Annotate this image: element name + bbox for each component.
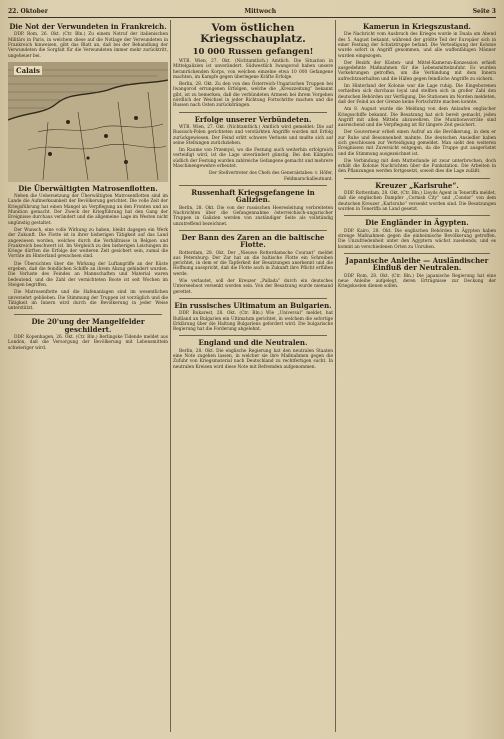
column-divider xyxy=(335,20,336,732)
section-divider xyxy=(344,178,490,179)
column-middle xyxy=(173,20,333,734)
article-text: Rotterdam, 28. Okt. Der „Nieuwe Rotterdamsche Courant“ meldet aus Petersburg: Der Zar hat an die baltische Flotte ein Schreiben gerichtet, in dem er die Tapferkeit der Besatzungen anerkennt und die Hoffnung ausspricht, daß die Flotte auch in Zukunft ihre Pflicht erfüllen werde. xyxy=(173,250,333,277)
section-divider xyxy=(179,335,327,336)
map-illustration xyxy=(8,62,168,182)
article-signature: Der Stellvertreter des Chefs des Generalstabes: v. Höfer, Feldmarschalleutnant. xyxy=(208,171,333,182)
map-label-calais: Calais xyxy=(16,65,40,75)
section-divider xyxy=(179,185,327,186)
article-text: Die Nachricht vom Ausbruch des Krieges wurde in Duala am Abend des 5. August bekannt, während der größte Teil der Europäer sich in einer Festung der Schutztruppe befand. Die Verteidigung der Kolonie wurde sofort in Angriff genommen, und alle waffenfähigen Männer wurden eingezogen. xyxy=(338,32,496,59)
headline: Japanische Anleihe — Ausländischer Einfluß der Neutralen. xyxy=(345,255,489,273)
article-text: Die Übersichten über die Wirkung der Luftangriffe an der Küste ergeben, daß die feindlichen Schiffe an ihrem Abzug gehindert wurden. Die Verluste des Feindes an Mannschaften und Material waren bedeutend, und die Zahl der vernichteten Boote ist seit Wochen im Steigen begriffen. xyxy=(8,261,168,288)
article-text: DDP. Kairo, 28. Okt. Die englischen Behörden in Ägypten haben strenge Maßnahmen gegen die einheimische Bevölkerung getroffen. Die Unzufriedenheit unter den Ägyptern wächst zusehends, und es kommt an verschiedenen Orten zu Unruhen. xyxy=(338,228,496,250)
main-subheadline: 10 000 Russen gefangen! xyxy=(192,47,314,58)
headline: England und die Neutralen. xyxy=(198,338,308,348)
headline: Kamerun in Kriegszustand. xyxy=(363,22,471,31)
headline: Die Engländer in Ägypten. xyxy=(365,218,469,228)
header-page-number: Seite 3 xyxy=(472,7,496,15)
article-text: DDP. Rom, 28. Okt. (Ctr. Bln.) Die japanische Regierung hat eine neue Anleihe aufgelegt, deren Erträgnisse zur Deckung der Kriegskosten dienen sollen. xyxy=(338,273,496,290)
section-divider xyxy=(14,314,162,315)
article-text: DDP. Kopenhagen, 26. Okt. (Ctr. Bln.) Berlingske Tidende meldet aus London, daß die Versorgung der Bevölkerung mit Lebensmitteln schwieriger wird. xyxy=(8,335,168,351)
headline: Erfolge unserer Verbündeten. xyxy=(194,114,312,124)
header-rule xyxy=(8,17,496,18)
main-headline: Vom östlichen Kriegsschauplatz. xyxy=(200,22,306,46)
article-text: Berlin, 28. Okt. Die englische Regierung hat den neutralen Staaten eine Note zugehen lassen, in welcher sie ihre Maßnahmen gegen die Zufuhr von Kriegsmaterial nach Deutschland zu rechtfertigen sucht. In neutralen Kreisen wird diese Note mit Befremden aufgenommen. xyxy=(173,348,333,370)
article-text: Die Verbindung mit dem Mutterlande ist zwar unterbrochen, doch erhält die Kolonie Nachrichten über die Funkstation. Die Arbeiten in den Pflanzungen werden fortgesetzt, soweit dies die Lage zuläßt. xyxy=(338,158,496,175)
article-text: Wie verlautet, soll der Kreuzer „Pallada“ durch ein deutsches Unterseeboot versenkt worden sein. Von der Besatzung wurde niemand gerettet. xyxy=(173,278,333,295)
column-right xyxy=(338,20,496,734)
section-divider xyxy=(179,112,327,113)
article-text: DDP. Bukarest, 28. Okt. (Ctr. Bln.) Wie „Universul“ meldet, hat Rußland an Bulgarien ein Ultimatum gerichtet, in welchem die sofortige Erklärung über die Haltung Bulgariens gefordert wird. Die bulgarische Regierung hat die Forderung abgelehnt. xyxy=(173,311,333,333)
headline: Der Bann des Zaren an die baltische Flotte. xyxy=(181,232,325,250)
article-text: Berlin, 28. Okt. Die von der russischen Heeresleitung verbreiteten Nachrichten über die Gefangennahme österreichisch-ungarischer Truppen in Galizien werden von zuständiger Seite als vollständig unzutreffend bezeichnet. xyxy=(173,205,333,227)
article-text: Am 8. August wurde die Meldung von dem Anlaufen englischer Kriegsschiffe bekannt. Die Besatzung hat sich bereit gemacht, jeden Angriff mit allen Mitteln abzuwehren. Die Munitionsvorräte sind ausreichend und die Verpflegung ist für längere Zeit gesichert. xyxy=(338,107,496,129)
article-text: Der Wunsch, eine volle Wirkung zu haben, bleibt dagegen ein Werk der Zukunft. Die Flotte ist in ihrer bisherigen Tätigkeit auf das Land angewiesen worden, welches durch die Verhältnisse in Belgien und Frankreich beschwert ist. Im Vergleich zu den bisherigen Leistungen im Kriege dürften die Erfolge der weiteren Zeit gesichert sein, zumal die Vorräte im Hinterland gewachsen sind. xyxy=(8,227,168,260)
article-text: Der Gouverneur erließ einen Aufruf an die Bevölkerung, in dem er zur Ruhe und Besonnenheit mahnte. Die deutschen Ansiedler haben sich geschlossen zur Verteidigung gemeldet. Man sieht den weiteren Ereignissen mit Zuversicht entgegen, da die Truppe gut ausgerüstet und die Stimmung ausgezeichnet ist. xyxy=(338,130,496,157)
article-text: DDP. Rotterdam, 28. Okt. (Ctr. Bln.) Lloyds Agent in Teneriffa meldet, daß die englischen Dampfer „Cornish City“ und „Condor“ von dem deutschen Kreuzer „Karlsruhe“ versenkt worden sind. Die Besatzungen wurden in Teneriffa an Land gesetzt. xyxy=(338,191,496,212)
section-divider xyxy=(344,253,490,254)
article-text: WTB. Wien, 27. Okt. (Nichtamtlich.) Amtlich. Die Situation in Mittelgalizien ist unverändert. Südwestlich Iwangorod haben unsere heranrückenden Korps, von welchen einzelne etwa 10 000 Gefangene machten, im Kampfe gegen überlegene Kräfte Erfolge. xyxy=(173,58,333,80)
headline: Kreuzer „Karlsruhe“. xyxy=(375,180,459,190)
column-divider xyxy=(170,20,171,732)
headline: Ein russisches Ultimatum an Bulgarien. xyxy=(174,300,332,310)
coast-map-drawing xyxy=(8,62,168,182)
headline: Die Überwältigten Matrosenflotten. xyxy=(18,183,158,193)
headline: Russenhaft Kriegsgefangene in Galizien. xyxy=(191,187,315,205)
section-divider xyxy=(179,230,327,231)
headline: Die Not der Verwundeten in Frankreich. xyxy=(9,22,167,31)
headline: Die 20'ung der Mangelfelder geschildert. xyxy=(31,317,145,334)
article-text: Der Bezirk der Küsten- und Mittel-Kamerun-Konzession erhielt ausgedehnte Maßnahmen für die Lebensmittelzufuhr. Es wurden Vorkehrungen getroffen, um die Verbindung mit dem Innern aufrechtzuerhalten und die Häfen gegen feindliche Angriffe zu sichern. xyxy=(338,60,496,82)
article-text: Neben die Uebersetzung der Überwältigten Matrosenflotten sind im Lande die Aufmerksamkeit der Bevölkerung gerichtet. Die volle Zeit der Kriegsführung hat einen Mangel an Verpflegung an den Fronten und an Munition gemacht. Der Zweck der Kriegführung hat den Gang der Ereignisse durchaus verändert und die allgemeine Lage im Westen nicht ungünstig gestaltet. xyxy=(8,194,168,226)
header-date: 22. Oktober xyxy=(8,7,48,15)
section-divider xyxy=(344,215,490,216)
header-day: Mittwoch xyxy=(244,7,277,15)
section-divider xyxy=(179,298,327,299)
column-left xyxy=(8,20,168,734)
page-header xyxy=(8,4,496,18)
article-text: Die Matrosenflotte und die Hafenanlagen sind im wesentlichen unversehrt geblieben. Die Stimmung der Truppen ist vorzüglich und die Tätigkeit im Innern wird durch die Bevölkerung in jeder Weise unterstützt. xyxy=(8,290,168,312)
article-text: Im Raume von Przemysl, wo die Festung auch weiterhin erfolgreich verteidigt wird, ist die Lage unverändert günstig. Bei den Kämpfen südlich der Festung wurden zahlreiche Gefangene gemacht und mehrere Maschinengewehre erbeutet. xyxy=(173,148,333,170)
article-text: Berlin, 28. Okt. Zu den von den Österreich-Ungarischen Truppen bei Iwangorod errungenen Erfolgen, welche die „Kreuzzeitung“ bekannt gibt, ist zu bemerken, daß die verbündeten Armeen bei ihrem Vorgehen nördlich der Weichsel in jeder Richtung Fortschritte machen und die Russen nach Osten zurückdrängen. xyxy=(173,82,333,109)
article-text: WTB. Wien, 27. Okt. (Nichtamtlich.) Amtlich wird gemeldet: Die auf Russisch-Polen gerichteten und verstärkten Angriffe wurden mit Erfolg zurückgewiesen. Der Feind erlitt schwere Verluste und mußte sich auf seine Stellungen zurückziehen. xyxy=(173,124,333,146)
article-text: DDP. Rom, 26. Okt. (Ctr. Bln.) Zu einem Notruf der italienischen Militärs in Paris, in welchem diese auf die Notlage der Verwundeten in Frankreich hinweisen, gibt das Blatt an, daß bei der Behandlung der Verwundeten die Sorgfalt für die Verwundeten immer mehr zurücktritt, ungeheuer bei. xyxy=(8,32,168,59)
article-text: Im Hinterland der Kolonie war die Lage ruhig. Die Eingeborenen verhielten sich durchaus loyal und stellten sich in großer Zahl den deutschen Behörden zur Verfügung. Die Stationen im Norden meldeten, daß der Feind an der Grenze keine Fortschritte machen konnte. xyxy=(338,84,496,105)
